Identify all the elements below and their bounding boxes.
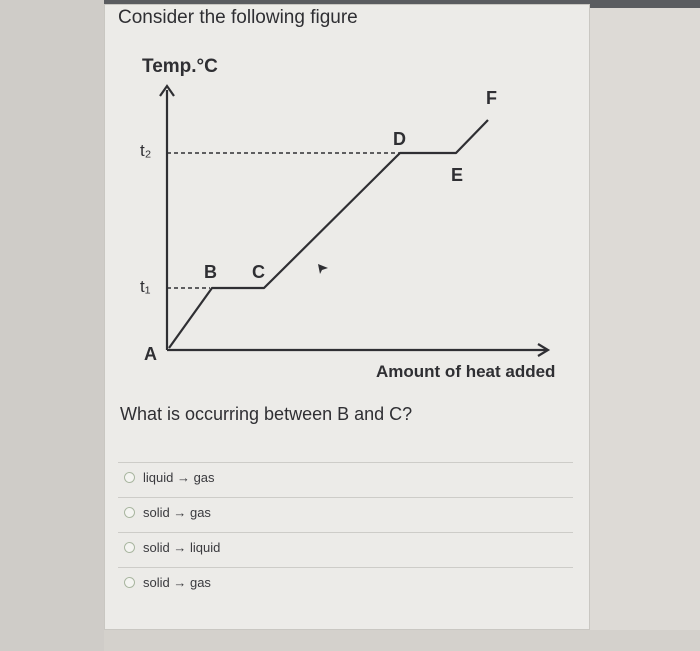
option-label: solid → gas [143,574,211,590]
bottom-margin [104,630,700,651]
question-text: What is occurring between B and C? [120,404,413,424]
option-label: solid → gas [143,504,211,520]
option-label: liquid → gas [143,469,215,485]
options-divider [118,462,573,463]
options-divider [118,567,573,568]
radio-button-icon[interactable] [124,542,135,553]
heating-curve-figure [104,40,574,390]
t1-label: t₁ [140,277,151,296]
y-axis-label: Temp.°C [142,56,218,77]
cursor-arrow-icon [318,264,328,274]
option-1[interactable] [124,467,215,487]
option-3[interactable] [124,537,220,557]
point-label-d: D [393,129,406,149]
option-2[interactable] [124,502,211,522]
t2-label: t₂ [140,141,152,160]
point-label-b: B [204,262,217,282]
point-label-a: A [144,344,157,364]
radio-button-icon[interactable] [124,577,135,588]
radio-button-icon[interactable] [124,507,135,518]
right-margin-panel [590,8,700,651]
option-4[interactable] [124,572,211,592]
options-divider [118,497,573,498]
left-margin [0,0,104,651]
point-label-c: C [252,262,265,282]
question-prompt: Consider the following figure [118,7,358,28]
options-divider [118,532,573,533]
radio-button-icon[interactable] [124,472,135,483]
option-label: solid → liquid [143,539,221,555]
point-label-f: F [486,88,497,108]
point-label-e: E [451,165,464,185]
x-axis-label: Amount of heat added [376,362,556,381]
heating-curve [169,120,488,348]
